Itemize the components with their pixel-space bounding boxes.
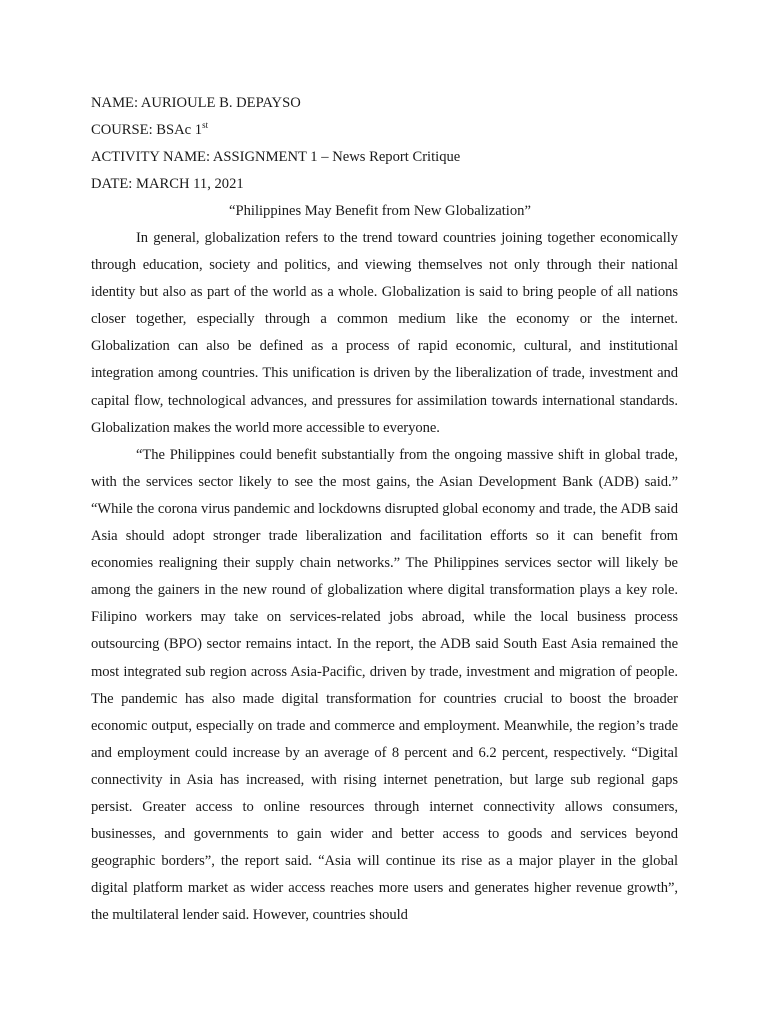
activity-name: ACTIVITY NAME: ASSIGNMENT 1 – News Report Critique bbox=[91, 149, 461, 165]
document-page bbox=[91, 90, 678, 929]
date-line: DATE: MARCH 11, 2021 bbox=[91, 176, 244, 192]
student-name: NAME: AURIOULE B. DEPAYSO bbox=[91, 95, 301, 111]
course-superscript: st bbox=[202, 120, 209, 130]
paragraph-1: In general, globalization refers to the trend toward countries joining together economically through education, society and politics, and viewing themselves not only through their national identity but also as part of the world as a whole. Globalization is said to bring people of all nations closer together, especially through a common medium like the economy or the internet. Globalization can also be defined as a process of rapid economic, cultural, and institutional integration among countries. This unification is driven by the liberalization of trade, investment and capital flow, technological advances, and pressures for assimilation towards international standards. Globalization makes the world more accessible to everyone. bbox=[91, 230, 678, 436]
paragraph-2: “The Philippines could benefit substantially from the ongoing massive shift in global trade, with the services sector likely to see the most gains, the Asian Development Bank (ADB) said.” “While the corona virus pandemic and lockdowns disrupted global economy and trade, the ADB said Asia should adopt stronger trade liberalization and facilitation efforts so it can benefit from economies realigning their supply chain networks.” The Philippines services sector will likely be among the gainers in the new round of globalization where digital transformation plays a key role. Filipino workers may take on services-related jobs abroad, while the local business process outsourcing (BPO) sector remains intact. In the report, the ADB said South East Asia remained the most integrated sub region across Asia-Pacific, driven by trade, investment and migration of people. The pandemic has also made digital transformation for countries crucial to boost the broader economic output, especially on trade and commerce and employment. Meanwhile, the region’s trade and employment could increase by an average of 8 percent and 6.2 percent, respectively. “Digital connectivity in Asia has increased, with rising internet penetration, but large sub regional gaps persist. Greater access to online resources through internet connectivity allows consumers, businesses, and governments to gain wider and better access to goods and services beyond geographic borders”, the report said. “Asia will continue its rise as a major player in the global digital platform market as wider access reaches more users and generates higher revenue growth”, the multilateral lender said. However, countries should bbox=[91, 446, 678, 924]
course-line bbox=[91, 117, 678, 144]
course-text: COURSE: BSAc 1 bbox=[91, 122, 203, 138]
document-title: “Philippines May Benefit from New Globalization” bbox=[229, 203, 531, 219]
